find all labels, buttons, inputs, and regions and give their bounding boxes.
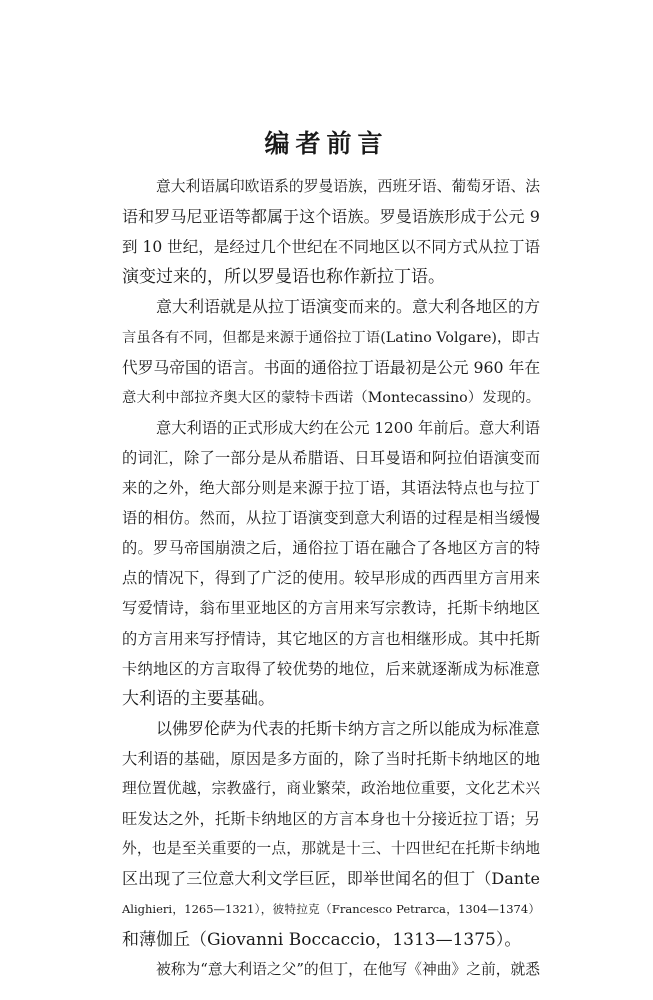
text-line: 区出现了三位意大利文学巨匠，即举世闻名的但丁（Dante — [122, 869, 540, 889]
text-line: 的。罗马帝国崩溃之后，通俗拉丁语在融合了各地区方言的特 — [122, 539, 540, 558]
text-line: 和薄伽丘（Giovanni Boccaccio，1313—1375）。 — [122, 929, 522, 950]
text-line: 外，也是至关重要的一点，那就是十三、十四世纪在托斯卡纳地 — [122, 840, 540, 858]
text-line: 理位置优越，宗教盛行，商业繁荣，政治地位重要，文化艺术兴 — [122, 780, 540, 797]
text-line: 意大利中部拉齐奥大区的蒙特卡西诺（Montecassino）发现的。 — [122, 389, 540, 406]
text-line: 语的相仿。然而，从拉丁语演变到意大利语的过程是相当缓慢 — [122, 509, 540, 528]
text-line: 代罗马帝国的语言。书面的通俗拉丁语最初是公元 960 年在 — [122, 357, 541, 377]
text-line: 到 10 世纪，是经过几个世纪在不同地区以不同方式从拉丁语 — [122, 238, 540, 257]
text-line: 被称为“意大利语之父”的但丁，在他写《神曲》之前，就悉 — [156, 960, 540, 978]
text-line: 言虽各有不同，但都是来源于通俗拉丁语(Latino Volgare)，即古 — [122, 329, 540, 346]
text-line: 大利语的主要基础。 — [122, 688, 275, 709]
text-line: 的方言用来写抒情诗，其它地区的方言也相继形成。其中托斯 — [122, 629, 540, 648]
text-line: 来的之外，绝大部分则是来源于拉丁语，其语法特点也与拉丁 — [122, 479, 540, 497]
text-line: 以佛罗伦萨为代表的托斯卡纳方言之所以能成为标准意 — [156, 718, 541, 738]
text-line: Alighieri，1265—1321），彼特拉克（Francesco Petrarca，1304—1374） — [122, 902, 540, 917]
text-line: 语和罗马尼亚语等都属于这个语族。罗曼语族形成于公元 9 — [122, 207, 540, 227]
page-title: 编者前言 — [264, 129, 389, 158]
text-line: 点的情况下，得到了广泛的使用。较早形成的西西里方言用来 — [122, 569, 540, 588]
text-line: 旺发达之外，托斯卡纳地区的方言本身也十分接近拉丁语；另 — [122, 810, 540, 829]
text-line: 大利语的基础，原因是多方面的，除了当时托斯卡纳地区的地 — [122, 749, 540, 768]
text-line: 意大利语的正式形成大约在公元 1200 年前后。意大利语 — [156, 418, 541, 437]
text-line: 卡纳地区的方言取得了较优势的地位，后来就逐渐成为标准意 — [122, 659, 540, 678]
text-line: 写爱情诗，翁布里亚地区的方言用来写宗教诗，托斯卡纳地区 — [122, 599, 540, 618]
text-line: 的词汇，除了一部分是从希腊语、日耳曼语和阿拉伯语演变而 — [122, 448, 540, 467]
text-line: 演变过来的，所以罗曼语也称作新拉丁语。 — [122, 267, 445, 288]
text-line: 意大利语属印欧语系的罗曼语族，西班牙语、葡萄牙语、法 — [156, 178, 540, 195]
text-line: 意大利语就是从拉丁语演变而来的。意大利各地区的方 — [156, 297, 541, 317]
